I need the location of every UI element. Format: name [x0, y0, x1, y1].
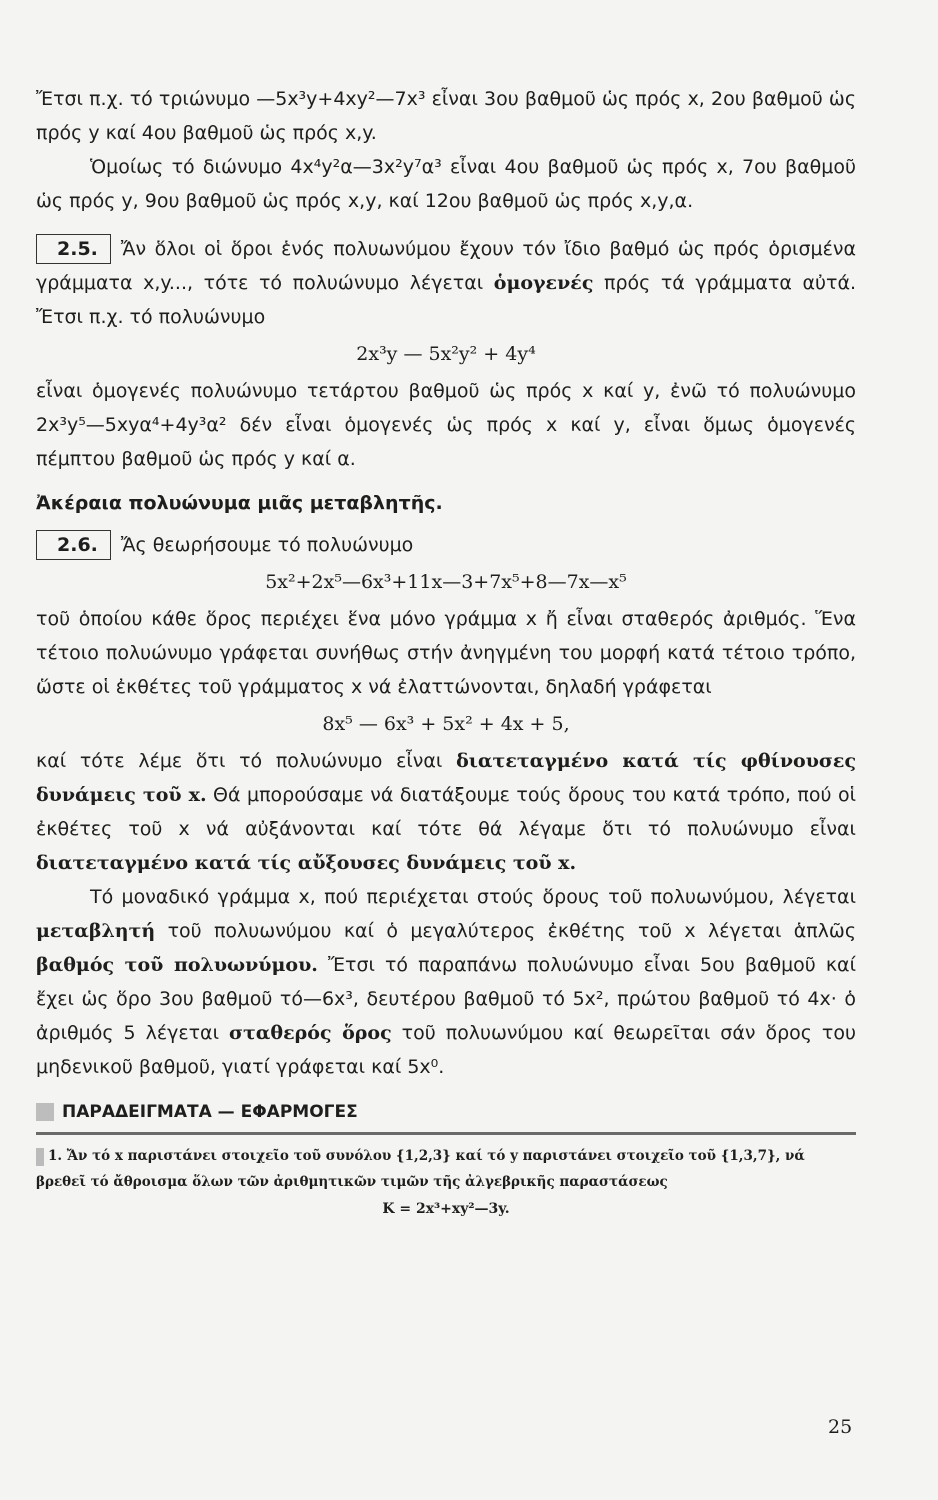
section-2-5 — [36, 232, 856, 476]
section-heading: Ἀκέραια πολυώνυμα μιᾶς μεταβλητῆς. — [36, 492, 443, 514]
term-degree: βαθμός τοῦ πολυωνύμου. — [36, 954, 318, 976]
term-homogeneous: ὁμογενές — [493, 272, 594, 294]
exercise-number: 1. — [48, 1148, 63, 1164]
section-2-6 — [36, 528, 856, 1084]
square-bullet-icon — [36, 1103, 54, 1121]
section-number-box: 2.5. — [36, 234, 111, 264]
term-variable: μεταβλητή — [36, 920, 156, 942]
examples-heading: ΠΑΡΑΔΕΙΓΜΑΤΑ — ΕΦΑΡΜΟΓΕΣ — [36, 1102, 856, 1122]
section-2-6-intro: 2.6. Ἄς θεωρήσουμε τό πολυώνυμο — [36, 528, 856, 562]
section-2-5-after: εἶναι ὁμογενές πολυώνυμο τετάρτου βαθμοῦ ὡς πρός x καί y, ἐνῶ τό πολυώνυμο 2x³y⁵—5xyα⁴+4y³α² δέν εἶναι ὁμογενές ὡς πρός x καί y, εἶναι ὅμως ὁμογενές πέμπτου βαθμοῦ ὡς πρός y καί α. — [36, 380, 856, 470]
page-number: 25 — [828, 1416, 853, 1438]
exercise-marker-icon — [36, 1148, 44, 1166]
section-2-5-text: 2.5. Ἄν ὅλοι οἱ ὅροι ἑνός πολυωνύμου ἔχουν τόν ἴδιο βαθμό ὡς πρός ὁρισμένα γράμματα x,y..., τότε τό πολυώνυμο λέγεται ὁμογενές πρός τά γράμματα αὐτά. Ἔτσι π.χ. τό πολυώνυμο — [36, 232, 856, 334]
section-number-box-2: 2.6. — [36, 530, 111, 560]
section-2-6-text-1: τοῦ ὁποίου κάθε ὅρος περιέχει ἕνα μόνο γράμμα x ἤ εἶναι σταθερός ἀριθμός. Ἕνα τέτοιο πολυώνυμο γράφεται συνήθως στήν ἀνηγμένη του μορφή κατά τέτοιο τρόπο, ὥστε οἱ ἐκθέτες τοῦ γράμματος x νά ἐλαττώνονται, δηλαδή γράφεται — [36, 608, 856, 698]
section-2-6-text-2: καί τότε λέμε ὅτι τό πολυώνυμο εἶναι διατεταγμένο κατά τίς φθίνουσες δυνάμεις τοῦ x. Θά μπορούσαμε νά διατάξουμε τούς ὅρους του κατά τρόπο, πού οἱ ἐκθέτες τοῦ x νά αὐξάνονται καί τότε θά λέγαμε ὅτι τό πολυώνυμο εἶναι διατεταγμένο κατά τίς αὔξουσες δυνάμεις τοῦ x. — [36, 750, 857, 874]
equation-k: K = 2x³+xy²—3y. — [382, 1201, 510, 1217]
equation-polynomial: 5x²+2x⁵—6x³+11x—3+7x⁵+8—7x—x⁵ — [265, 571, 627, 593]
paragraph-2: Ὁμοίως τό διώνυμο 4x⁴y²α—3x²y⁷α³ εἶναι 4ου βαθμοῦ ὡς πρός x, 7ου βαθμοῦ ὡς πρός y, 9ου βαθμοῦ ὡς πρός x,y, καί 12ου βαθμοῦ ὡς πρός x,y,α. — [36, 156, 856, 212]
exercise-text: Ἄν τό x παριστάνει στοιχεῖο τοῦ συνόλου {1,2,3} καί τό y παριστάνει στοιχεῖο τοῦ {1,3,7}, νά βρεθεῖ τό ἄθροισμα ὅλων τῶν ἀριθμητικῶν τιμῶν τῆς ἀλγεβρικῆς παραστάσεως — [36, 1148, 805, 1190]
term-constant: σταθερός ὅρος — [229, 1022, 392, 1044]
divider — [36, 1132, 856, 1135]
term-ascending: διατεταγμένο κατά τίς αὔξουσες δυνάμεις τοῦ x. — [36, 852, 577, 874]
paragraph-1: Ἔτσι π.χ. τό τριώνυμο —5x³y+4xy²—7x³ εἶναι 3ου βαθμοῦ ὡς πρός x, 2ου βαθμοῦ ὡς πρός y καί 4ου βαθμοῦ ὡς πρός x,y. — [36, 88, 856, 144]
page-body — [36, 82, 856, 1223]
section-2-6-text-3: Τό μοναδικό γράμμα x, πού περιέχεται στούς ὅρους τοῦ πολυωνύμου, λέγεται μεταβλητή τοῦ πολυωνύμου καί ὁ μεγαλύτερος ἐκθέτης τοῦ x λέγεται ἁπλῶς βαθμός τοῦ πολυωνύμου. Ἔτσι τό παραπάνω πολυώνυμο εἶναι 5ου βαθμοῦ καί ἔχει ὡς ὅρο 3ου βαθμοῦ τό—6x³, δευτέρου βαθμοῦ τό 5x², πρώτου βαθμοῦ τό 4x· ὁ ἀριθμός 5 λέγεται σταθερός ὅρος τοῦ πολυωνύμου καί θεωρεῖται σάν ὅρος του μηδενικοῦ βαθμοῦ, γιατί γράφεται καί 5x⁰. — [36, 886, 856, 1078]
term-descending: διατεταγμένο κατά τίς φθίνουσες δυνάμεις τοῦ x. — [36, 750, 857, 806]
equation-ordered: 8x⁵ — 6x³ + 5x² + 4x + 5, — [322, 713, 570, 735]
exercise-1 — [36, 1143, 856, 1195]
equation-homogeneous: 2x³y — 5x²y² + 4y⁴ — [356, 343, 536, 365]
